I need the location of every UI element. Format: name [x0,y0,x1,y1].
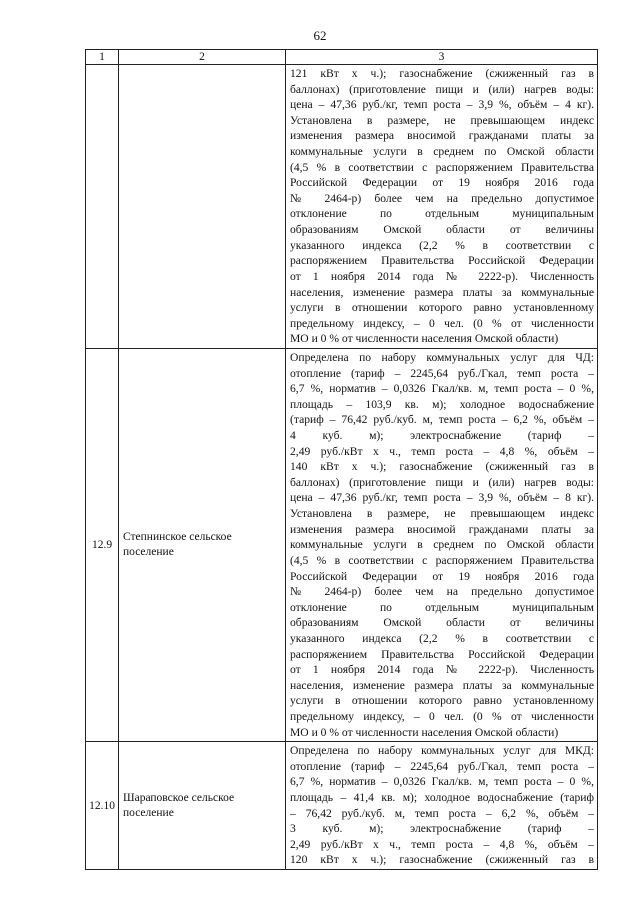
description-line: Установлена в размере, не превышающем индекс [290,507,594,521]
row-number: 12.9 [86,348,119,741]
description-line: от 1 ноября 2014 года № 2222-р). Численность [290,269,594,283]
description-line: изменения размера вносимой гражданами платы за [290,129,594,143]
description-line: баллонах) (приготовление пищи и (или) нагрев воды: [290,475,594,489]
description-line: площадь – 103,9 кв. м); холодное водоснабжение [290,397,594,411]
description-line: Определена по набору коммунальных услуг для МКД: [290,744,594,758]
description-line: отопление (тариф – 2245,64 руб./Гкал, темп роста – [290,759,594,773]
row-description [286,348,598,741]
description-line: распоряжением Правительства Российской Федерации [290,254,594,268]
header-col-1: 1 [86,50,119,65]
description-line: цена – 47,36 руб./кг, темп роста – 3,9 %, объём – 8 кг). [290,491,594,505]
description-line: услуги в отношении которого равно установленному [290,694,594,708]
description-line: распоряжением Правительства Российской Федерации [290,647,594,661]
row-description [286,65,598,349]
description-line: Установлена в размере, не превышающем индекс [290,113,594,127]
description-line: МО и 0 % от численности населения Омской области) [290,332,559,346]
row-number [86,65,119,349]
description-line: услуги в отношении которого равно установленному [290,301,594,315]
description-line: отклонение по отдельным муниципальным [290,207,594,221]
table-row [86,65,598,349]
description-line: коммунальные услуги в среднем по Омской области [290,538,594,552]
description-line: (4,5 % в соответствии с распоряжением Правительства [290,553,594,567]
description-line: образованиям Омской области от величины [290,616,594,630]
description-line: предельному индексу, – 0 чел. (0 % от численности [290,316,594,330]
description-line: 2,49 руб./кВт х ч., темп роста – 4,8 %, объём – [290,837,594,851]
settlement-name: Степнинское сельское поселение [119,348,286,741]
table-row [86,742,598,870]
description-line: 4 куб. м); электроснабжение (тариф – [290,429,594,443]
header-col-2: 2 [119,50,286,65]
description-line: МО и 0 % от численности населения Омской области) [290,725,559,739]
table-header-row [86,50,598,65]
description-line: 140 кВт х ч.); газоснабжение (сжиженный газ в [290,460,594,474]
description-line: цена – 47,36 руб./кг, темп роста – 3,9 %, объём – 4 кг). [290,98,594,112]
description-line: указанного индекса (2,2 % в соответствии с [290,631,594,645]
description-line: баллонах) (приготовление пищи и (или) нагрев воды: [290,82,594,96]
description-line: 6,7 %, норматив – 0,0326 Гкал/кв. м, темп роста – 0 %, [290,382,594,396]
description-line: площадь – 41,4 кв. м); холодное водоснабжение (тариф [290,791,594,805]
description-line: 6,7 %, норматив – 0,0326 Гкал/кв. м, темп роста – 0 %, [290,775,594,789]
description-line: предельному индексу, – 0 чел. (0 % от численности [290,709,594,723]
description-line: № 2464-р) более чем на предельно допустимое [290,191,594,205]
description-line: изменения размера вносимой гражданами платы за [290,522,594,536]
description-line: образованиям Омской области от величины [290,223,594,237]
table-row [86,348,598,741]
description-line: (4,5 % в соответствии с распоряжением Правительства [290,160,594,174]
description-line: коммунальные услуги в среднем по Омской области [290,145,594,159]
row-number: 12.10 [86,742,119,870]
description-line: № 2464-р) более чем на предельно допустимое [290,585,594,599]
row-description [286,742,598,870]
description-line: Российской Федерации от 19 ноября 2016 года [290,569,594,583]
description-line: – 76,42 руб./куб. м, темп роста – 6,2 %, объём – [290,806,594,820]
description-line: 3 куб. м); электроснабжение (тариф – [290,822,594,836]
description-line: Российской Федерации от 19 ноября 2016 года [290,176,594,190]
description-line: указанного индекса (2,2 % в соответствии с [290,238,594,252]
description-line: отопление (тариф – 2245,64 руб./Гкал, темп роста – [290,366,594,380]
description-line: 2,49 руб./кВт х ч., темп роста – 4,8 %, объём – [290,444,594,458]
description-line: 121 кВт х ч.); газоснабжение (сжиженный газ в [290,67,594,80]
description-line: от 1 ноября 2014 года № 2222-р). Численность [290,663,594,677]
municipal-table [85,49,598,870]
settlement-name [119,65,286,349]
description-line: населения, изменение размера платы за коммунальные [290,285,594,299]
page-number: 62 [313,28,327,43]
description-line: отклонение по отдельным муниципальным [290,600,594,614]
settlement-name: Шараповское сельское поселение [119,742,286,870]
description-line: Определена по набору коммунальных услуг для ЧД: [290,350,594,364]
description-line: населения, изменение размера платы за коммунальные [290,678,594,692]
header-col-3: 3 [286,50,598,65]
description-line: (тариф – 76,42 руб./куб. м, темп роста – 6,2 %, объём – [290,413,594,427]
description-line: 120 кВт х ч.); газоснабжение (сжиженный газ в [290,853,594,867]
